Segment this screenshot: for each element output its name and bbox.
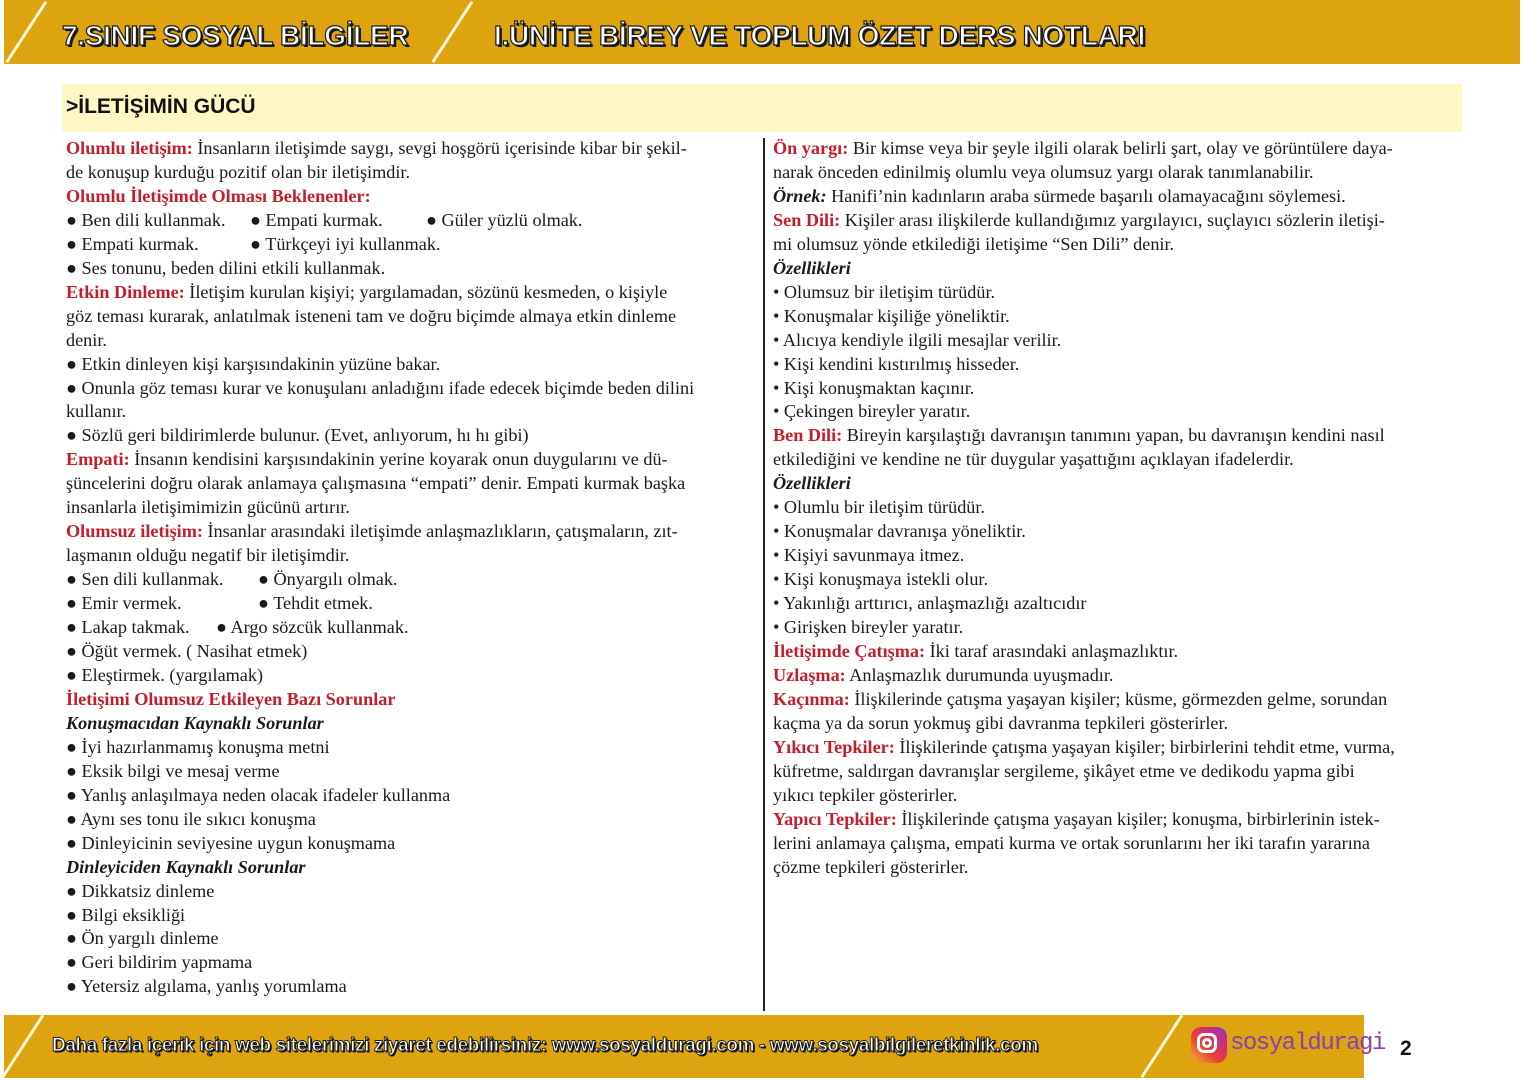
empati-def: Empati: İnsanın kendisini karşısındakinin yerine koyarak onun duygularını ve dü- xyxy=(66,449,668,470)
yapici-def: Yapıcı Tepkiler: İlişkilerinde çatışma yaşayan kişiler; konuşma, birbirlerinin istek- xyxy=(773,808,1380,829)
list-item: ● Aynı ses tonu ile sıkıcı konuşma xyxy=(66,808,316,829)
term-yikici: Yıkıcı Tepkiler: xyxy=(773,736,895,757)
list-item: ● Yanlış anlaşılmaya neden olacak ifadeler kullanma xyxy=(66,784,451,805)
list-item: ● Tehdit etmek. xyxy=(258,593,373,614)
list-item: ● Etkin dinleyen kişi karşısındakinin yüzüne bakar. xyxy=(66,353,441,374)
text-line: küfretme, saldırgan davranışlar sergileme, şikâyet etme ve dedikodu yapma gibi xyxy=(773,760,1355,781)
text-line: mi olumsuz yönde etkilediği iletişime “Sen Dili” denir. xyxy=(773,233,1175,254)
list-item: • Olumlu bir iletişim türüdür. xyxy=(773,497,985,518)
list-item: ● Ben dili kullanmak. xyxy=(66,209,226,230)
right-column xyxy=(773,137,1463,880)
list-item: kullanır. xyxy=(66,401,127,422)
list-item: ● Önyargılı olmak. xyxy=(258,569,398,590)
list-item: ● Ön yargılı dinleme xyxy=(66,928,219,949)
list-item: • Olumsuz bir iletişim türüdür. xyxy=(773,281,996,302)
list-item: ● Geri bildirim yapmama xyxy=(66,952,253,973)
list-item: ● İyi hazırlanmamış konuşma metni xyxy=(66,736,330,757)
text-line: laşmanın olduğu negatif bir iletişimdir. xyxy=(66,545,350,566)
list-item: • Kişi konuşmaktan kaçınır. xyxy=(773,377,975,398)
term-kacinma: Kaçınma: xyxy=(773,688,850,709)
example-line: Örnek: Hanifi’nin kadınların araba sürmede başarılı olamayacağını söylemesi. xyxy=(773,185,1346,206)
text-line: kaçma ya da sorun yokmuş gibi davranma tepkileri gösterirler. xyxy=(773,712,1229,733)
left-column xyxy=(66,137,758,999)
term-olumsuz-iletisim: Olumsuz iletişim: xyxy=(66,521,203,542)
list-item: ● Empati kurmak. xyxy=(250,209,383,230)
term-sen-dili: Sen Dili: xyxy=(773,209,841,230)
section-band xyxy=(62,84,1462,132)
list-item: • Kişi kendini kıstırılmış hisseder. xyxy=(773,353,1020,374)
list-item: ● Sözlü geri bildirimlerde bulunur. (Evet, anlıyorum, hı hı gibi) xyxy=(66,425,529,446)
text-line: insanlarla iletişimimizin gücünü artırır. xyxy=(66,497,350,518)
page-number: 2 xyxy=(1400,1037,1412,1060)
list-item: ● Eleştirmek. (yargılamak) xyxy=(66,664,264,685)
text-line: narak önceden edinilmiş olumlu veya olumsuz yargı olarak tanımlanabilir. xyxy=(773,161,1314,182)
yikici-def: Yıkıcı Tepkiler: İlişkilerinde çatışma yaşayan kişiler; birbirlerini tehdit etme, vurma, xyxy=(773,736,1395,757)
list-item: • Konuşmalar kişiliğe yöneliktir. xyxy=(773,305,1010,326)
instagram-icon[interactable] xyxy=(1191,1027,1227,1063)
kacinma-def: Kaçınma: İlişkilerinde çatışma yaşayan kişiler; küsme, görmezden gelme, sorundan xyxy=(773,688,1388,709)
text-line: göz teması kurarak, anlatılmak isteneni tam ve doğru biçimde almaya etkin dinleme xyxy=(66,305,677,326)
term-catisma: İletişimde Çatışma: xyxy=(773,641,926,662)
uzlasma-def: Uzlaşma: Anlaşmazlık durumunda uyuşmadır. xyxy=(773,664,1114,685)
list-item: • Alıcıya kendiyle ilgili mesajlar verilir. xyxy=(773,329,1062,350)
text-line: çözme tepkileri gösterirler. xyxy=(773,856,969,877)
list-item: ● Argo sözcük kullanmak. xyxy=(216,617,409,638)
etkin-dinleme-def: Etkin Dinleme: İletişim kurulan kişiyi; yargılamadan, sözünü kesmeden, o kişiyle xyxy=(66,281,668,302)
term-ben-dili: Ben Dili: xyxy=(773,425,843,446)
olumsuz-iletisim-def: Olumsuz iletişim: İnsanlar arasındaki iletişimde anlaşmazlıkların, çatışmaların, zıt- xyxy=(66,521,678,542)
text-line: şüncelerini doğru olarak anlamaya çalışmasına “empati” denir. Empati kurmak başka xyxy=(66,473,686,494)
term-yapici: Yapıcı Tepkiler: xyxy=(773,808,897,829)
olumlu-iletisim-def: Olumlu iletişim: İnsanların iletişimde saygı, sevgi hoşgörü içerisinde kibar bir şekil- xyxy=(66,138,687,158)
text-line: lerini anlamaya çalışma, empati kurma ve ortak sorunlarını her iki tarafın yararına xyxy=(773,832,1370,853)
list-item: ● Emir vermek. xyxy=(66,593,182,614)
list-item: ● Ses tonunu, beden dilini etkili kullanmak. xyxy=(66,257,386,278)
heading-olumlu-beklenenler: Olumlu İletişimde Olması Beklenenler: xyxy=(66,185,371,206)
on-yargi-def: Ön yargı: Bir kimse veya bir şeyle ilgili olarak belirli şart, olay ve görüntülere daya- xyxy=(773,138,1393,158)
instagram-icon-dot xyxy=(1213,1035,1216,1038)
term-empati: Empati: xyxy=(66,449,130,470)
unit-title: I.ÜNİTE BİREY VE TOPLUM ÖZET DERS NOTLARI xyxy=(494,20,1145,51)
heading-speaker-problems: Konuşmacıdan Kaynaklı Sorunlar xyxy=(66,712,324,733)
term-uzlasma: Uzlaşma: xyxy=(773,664,846,685)
list-item: ● Türkçeyi iyi kullanmak. xyxy=(250,233,441,254)
list-item: • Kişiyi savunmaya itmez. xyxy=(773,545,965,566)
list-item: ● Bilgi eksikliği xyxy=(66,904,186,925)
list-item: ● Yetersiz algılama, yanlış yorumlama xyxy=(66,976,347,997)
footer-websites-link[interactable]: Daha fazla içerik için web sitelerimizi ziyaret edebilirsiniz: www.sosyalduragi.com - www.sosyalbilgileretkinlik.com xyxy=(52,1035,1038,1056)
list-item: • Girişken bireyler yaratır. xyxy=(773,617,964,638)
text-line: yıkıcı tepkiler gösterirler. xyxy=(773,784,958,805)
term-olumlu-iletisim: Olumlu iletişim: xyxy=(66,138,193,158)
sen-dili-def: Sen Dili: Kişiler arası ilişkilerde kullandığımız yargılayıcı, suçlayıcı sözlerin iletişi- xyxy=(773,209,1385,230)
text-line: etkilediğini ve kendine ne tür duygular yaşattığını açıklayan ifadelerdir. xyxy=(773,449,1294,470)
catisma-def: İletişimde Çatışma: İki taraf arasındaki anlaşmazlıktır. xyxy=(773,641,1179,662)
list-item: • Kişi konuşmaya istekli olur. xyxy=(773,569,989,590)
list-item: • Yakınlığı arttırıcı, anlaşmazlığı azaltıcıdır xyxy=(773,593,1087,614)
bullet-row xyxy=(66,592,758,616)
instagram-icon-lens xyxy=(1202,1038,1212,1048)
column-divider xyxy=(763,138,765,1011)
list-item: ● Sen dili kullanmak. xyxy=(66,569,224,590)
heading-listener-problems: Dinleyiciden Kaynaklı Sorunlar xyxy=(66,856,306,877)
list-item: ● Onunla göz teması kurar ve konuşulanı anladığını ifade edecek biçimde beden dilini xyxy=(66,377,695,398)
list-item: ● Lakap takmak. xyxy=(66,617,190,638)
list-item: • Çekingen bireyler yaratır. xyxy=(773,401,971,422)
ben-dili-def: Ben Dili: Bireyin karşılaştığı davranışın tanımını yapan, bu davranışın kendini nasıl xyxy=(773,425,1385,446)
list-item: ● Dinleyicinin seviyesine uygun konuşmama xyxy=(66,832,396,853)
list-item: ● Dikkatsiz dinleme xyxy=(66,880,215,901)
course-title: 7.SINIF SOSYAL BİLGİLER xyxy=(62,20,409,51)
text-line: de konuşup kurduğu pozitif olan bir iletişimdir. xyxy=(66,161,411,182)
bullet-row xyxy=(66,568,758,592)
list-item: ● Güler yüzlü olmak. xyxy=(426,209,583,230)
section-title: >İLETİŞİMİN GÜCÜ xyxy=(66,95,256,118)
text-line: denir. xyxy=(66,329,107,350)
bullet-row xyxy=(66,209,758,233)
term-on-yargi: Ön yargı: xyxy=(773,138,849,158)
label-ornek: Örnek: xyxy=(773,185,827,206)
bullet-row xyxy=(66,616,758,640)
term-etkin-dinleme: Etkin Dinleme: xyxy=(66,281,185,302)
heading-ben-dili-features: Özellikleri xyxy=(773,473,851,494)
instagram-handle[interactable]: sosyalduragi xyxy=(1230,1030,1385,1057)
bullet-row xyxy=(66,233,758,257)
list-item: • Konuşmalar davranışa yöneliktir. xyxy=(773,521,1026,542)
heading-sorunlar: İletişimi Olumsuz Etkileyen Bazı Sorunlar xyxy=(66,688,396,709)
heading-sen-dili-features: Özellikleri xyxy=(773,257,851,278)
list-item: ● Eksik bilgi ve mesaj verme xyxy=(66,760,280,781)
list-item: ● Empati kurmak. xyxy=(66,233,199,254)
list-item: ● Öğüt vermek. ( Nasihat etmek) xyxy=(66,641,308,662)
